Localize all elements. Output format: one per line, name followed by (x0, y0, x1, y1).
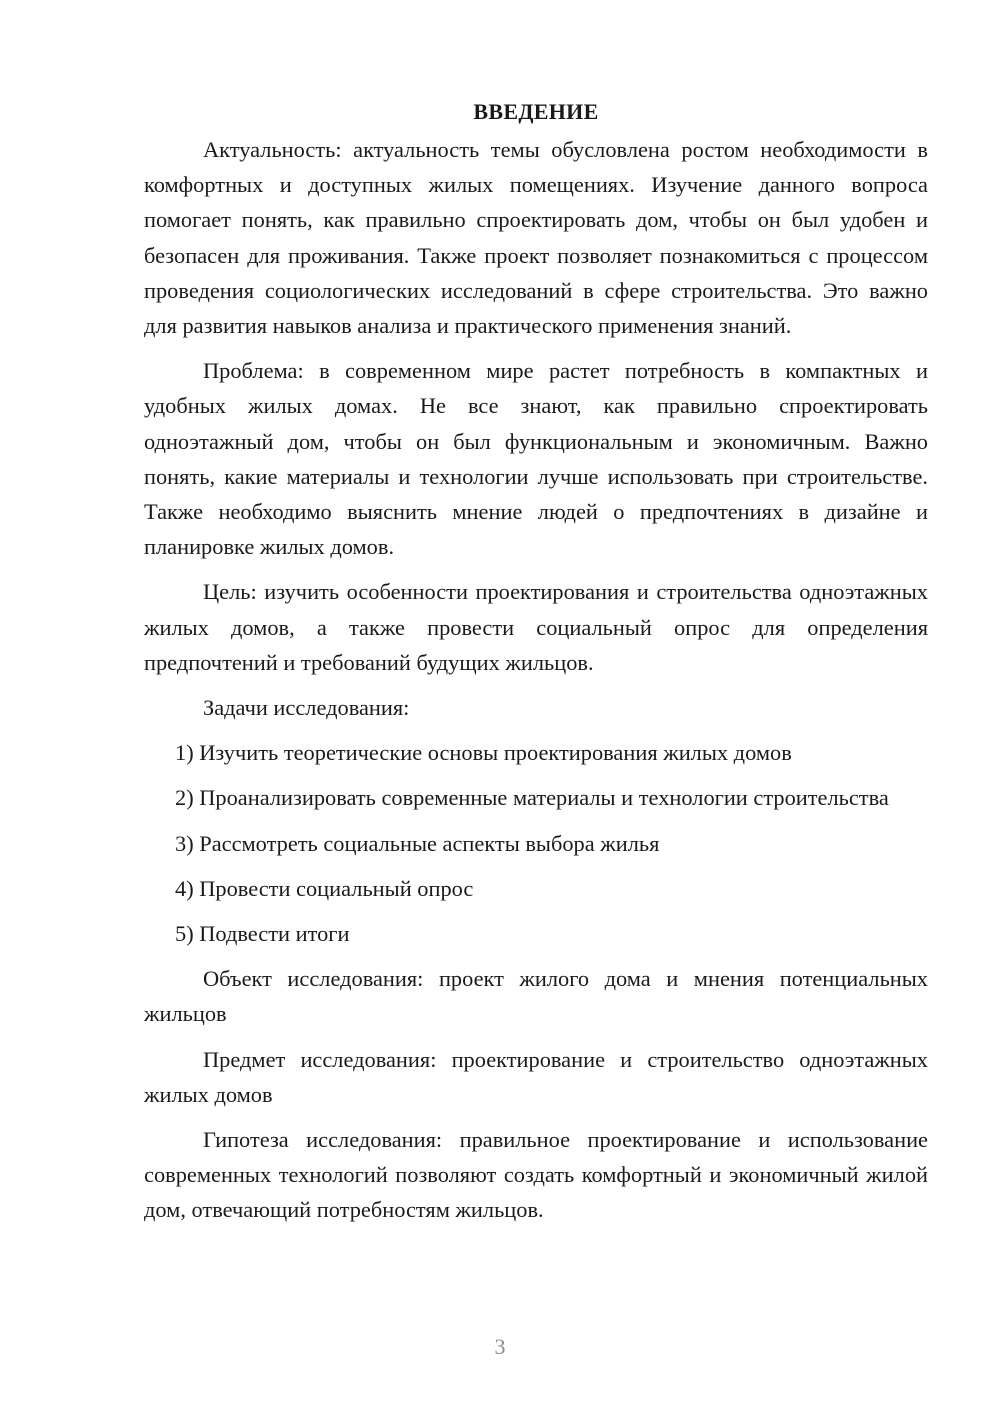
page-number: 3 (494, 1334, 506, 1359)
tasks-heading: Задачи исследования: (203, 695, 410, 721)
task-item-4: 4) Провести социальный опрос (175, 875, 474, 901)
task-item-2: 2) Проанализировать современные материалы и технологии строительства (175, 785, 889, 811)
task-item-5: 5) Подвести итоги (175, 921, 350, 947)
task-item-1: 1) Изучить теоретические основы проектирования жилых домов (175, 740, 792, 766)
paragraph-subject: Предмет исследования: проектирование и строительство одноэтажных жилых домов (144, 1046, 928, 1107)
paragraph-object: Объект исследования: проект жилого дома и мнения потенциальных жильцов (144, 966, 928, 1027)
paragraph-hypothesis: Гипотеза исследования: правильное проектирование и использование современных технологий позволяют создать комфортный и экономичный жилой дом, отвечающий потребностям жильцов. (144, 1127, 928, 1223)
section-title: ВВЕДЕНИЕ (473, 99, 599, 124)
paragraph-relevance: Актуальность: актуальность темы обусловлена ростом необходимости в комфортных и доступных жилых помещениях. Изучение данного вопроса помогает понять, как правильно спроектировать дом, чтобы он был удобен и безопасен для проживания. Также проект позволяет познакомиться с процессом проведения социологических исследований в сфере строительства. Это важно для развития навыков анализа и практического применения знаний. (144, 137, 928, 339)
document-page (144, 94, 928, 1238)
paragraph-goal: Цель: изучить особенности проектирования и строительства одноэтажных жилых домов, а также провести социальный опрос для определения предпочтений и требований будущих жильцов. (144, 579, 928, 675)
paragraph-problem: Проблема: в современном мире растет потребность в компактных и удобных жилых домах. Не все знают, как правильно спроектировать одноэтажный дом, чтобы он был функциональным и экономичным. Важно понять, какие материалы и технологии лучше использовать при строительстве. Также необходимо выяснить мнение людей о предпочтениях в дизайне и планировке жилых домов. (144, 358, 928, 560)
task-item-3: 3) Рассмотреть социальные аспекты выбора жилья (175, 830, 660, 856)
